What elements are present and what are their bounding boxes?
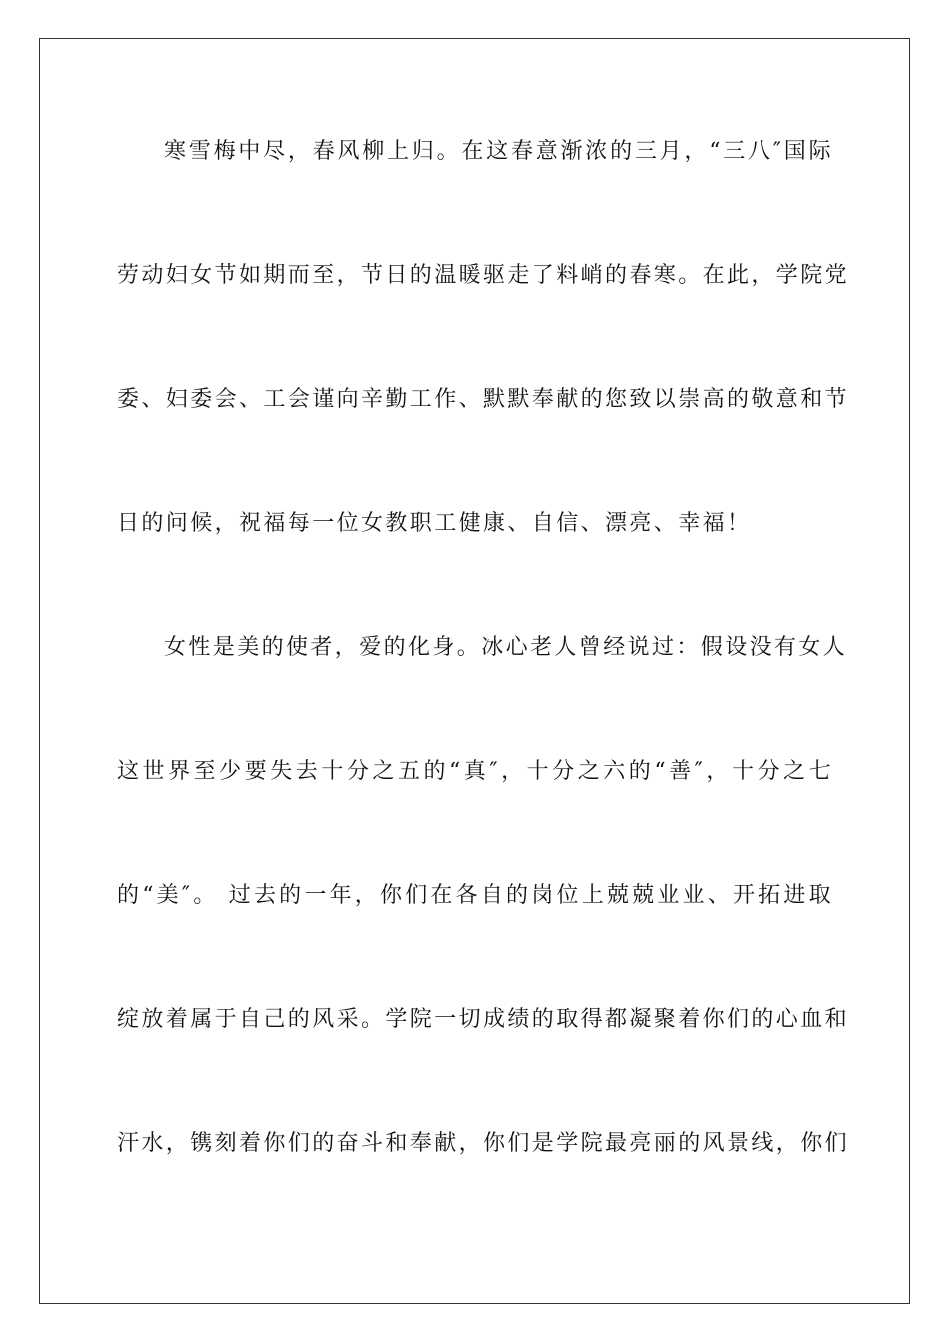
paragraph-1-line-4: 日的问候，祝福每一位女教职工健康、自信、漂亮、幸福！ bbox=[117, 511, 752, 536]
paragraph-2-line-2: 这世界至少要失去十分之五的“真″，十分之六的“善″，十分之七 bbox=[117, 759, 833, 784]
paragraph-2-line-4: 绽放着属于自己的风采。学院一切成绩的取得都凝聚着你们的心血和 bbox=[117, 1007, 850, 1032]
paragraph-2-line-1: 女性是美的使者，爱的化身。冰心老人曾经说过：假设没有女人 bbox=[164, 635, 848, 660]
page-border bbox=[39, 38, 910, 1304]
paragraph-2-line-5: 汗水，镌刻着你们的奋斗和奉献，你们是学院最亮丽的风景线，你们 bbox=[117, 1131, 850, 1156]
paragraph-1-line-2: 劳动妇女节如期而至，节日的温暖驱走了料峭的春寒。在此，学院党 bbox=[117, 263, 850, 288]
paragraph-2-line-3: 的“美″。 过去的一年，你们在各自的岗位上兢兢业业、开拓进取 bbox=[117, 883, 833, 908]
paragraph-1-line-1: 寒雪梅中尽，春风柳上归。在这春意渐浓的三月，“三八″国际 bbox=[164, 139, 833, 164]
paragraph-1-line-3: 委、妇委会、工会谨向辛勤工作、默默奉献的您致以崇高的敬意和节 bbox=[117, 387, 850, 412]
